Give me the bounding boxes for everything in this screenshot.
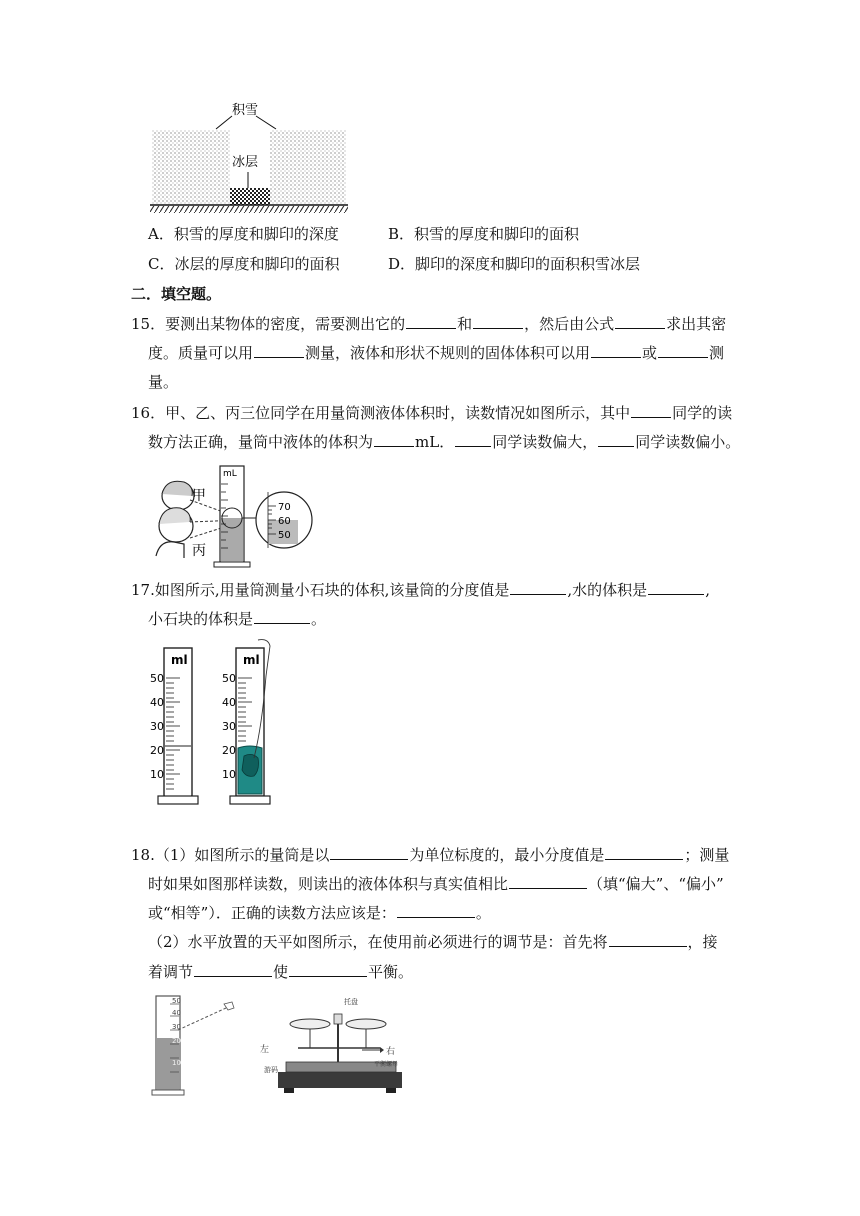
blank[interactable] <box>254 609 310 624</box>
right-tick-40: 40 <box>222 696 236 709</box>
cylinder-balance-figure <box>148 992 418 1096</box>
cylinder-reading-figure <box>150 460 320 570</box>
right-tick-30: 30 <box>222 720 236 733</box>
right-tick-10: 10 <box>222 768 236 781</box>
q18-line5: 着调节 使 平衡。 <box>148 963 414 981</box>
blank[interactable] <box>658 343 708 358</box>
blank[interactable] <box>615 314 665 329</box>
blank[interactable] <box>330 845 408 860</box>
tick-60: 60 <box>278 516 291 527</box>
left-tick-10: 10 <box>150 768 164 781</box>
tick-50: 50 <box>172 997 181 1005</box>
nut-label: 平衡螺母 <box>374 1061 399 1068</box>
blank[interactable] <box>406 314 456 329</box>
q15-line1: 15．要测出某物体的密度，需要测出它的 和 ，然后由公式 求出其密 <box>131 315 727 333</box>
blank[interactable] <box>455 432 491 447</box>
left-tick-50: 50 <box>150 672 164 685</box>
right-tick-20: 20 <box>222 744 236 757</box>
q17-line1: 17.如图所示,用量筒测量小石块的体积,该量筒的分度值是 ,水的体积是 , <box>131 581 710 599</box>
left-tick-40: 40 <box>150 696 164 709</box>
blank[interactable] <box>374 432 414 447</box>
blank[interactable] <box>605 845 683 860</box>
tray-label: 托盘 <box>344 998 358 1006</box>
blank[interactable] <box>254 343 304 358</box>
blank[interactable] <box>397 903 475 918</box>
left-tick-30: 30 <box>150 720 164 733</box>
blank[interactable] <box>510 580 566 595</box>
blank[interactable] <box>289 962 367 977</box>
q16-line1: 16．甲、乙、丙三位同学在用量筒测液体体积时，读数情况如图所示，其中 同学的读 <box>131 404 733 422</box>
left-tick-20: 20 <box>150 744 164 757</box>
blank[interactable] <box>648 580 704 595</box>
unit-label: mL <box>223 469 237 479</box>
blank[interactable] <box>194 962 272 977</box>
tick-40: 40 <box>172 1009 181 1017</box>
q18-line4: （2）水平放置的天平如图所示，在使用前必须进行的调节是：首先将 ，接 <box>148 933 718 951</box>
blank[interactable] <box>609 932 687 947</box>
blank[interactable] <box>509 874 587 889</box>
q18-line3: 或“相等”）．正确的读数方法应该是： 。 <box>148 904 491 922</box>
bing-label: 丙 <box>192 543 206 559</box>
blank[interactable] <box>591 343 641 358</box>
option-c: C．冰层的厚度和脚印的面积 <box>148 255 340 273</box>
q17-line2: 小石块的体积是 。 <box>148 610 327 628</box>
tick-10: 10 <box>172 1059 181 1067</box>
ice-label: 冰层 <box>232 155 259 170</box>
right-unit: ml <box>243 653 260 667</box>
option-a: A．积雪的厚度和脚印的深度 <box>148 225 339 243</box>
snow-label: 积雪 <box>232 103 259 118</box>
q15-line2: 度。质量可以用 测量，液体和形状不规则的固体体积可以用 或 测 <box>148 344 725 362</box>
blank[interactable] <box>473 314 523 329</box>
blank[interactable] <box>598 432 634 447</box>
q15-line3: 量。 <box>148 373 179 391</box>
rider-label: 游码 <box>264 1066 278 1074</box>
blank[interactable] <box>631 403 671 418</box>
left-unit: ml <box>171 653 188 667</box>
option-b: B．积雪的厚度和脚印的面积 <box>388 225 580 243</box>
section-title: 二．填空题。 <box>131 285 222 303</box>
jia-label: 甲 <box>192 488 206 504</box>
tick-70: 70 <box>278 502 291 513</box>
right-label: 右 <box>386 1047 396 1057</box>
q16-line2: 数方法正确，量筒中液体的体积为 mL． 同学读数偏大， 同学读数偏小。 <box>148 433 741 451</box>
tick-50: 50 <box>278 530 291 541</box>
option-d: D．脚印的深度和脚印的面积积雪冰层 <box>388 255 641 273</box>
q18-line2: 时如果如图那样读数，则读出的液体体积与真实值相比 （填“偏大”、“偏小” <box>148 875 724 893</box>
q18-line1: 18.（1）如图所示的量筒是以 为单位标度的，最小分度值是 ；测量 <box>131 846 730 864</box>
stone-volume-figure <box>148 636 288 808</box>
right-tick-50: 50 <box>222 672 236 685</box>
tick-20: 20 <box>172 1037 181 1045</box>
snow-footprint-figure <box>150 100 350 215</box>
left-label: 左 <box>260 1045 270 1055</box>
tick-30: 30 <box>172 1023 181 1031</box>
